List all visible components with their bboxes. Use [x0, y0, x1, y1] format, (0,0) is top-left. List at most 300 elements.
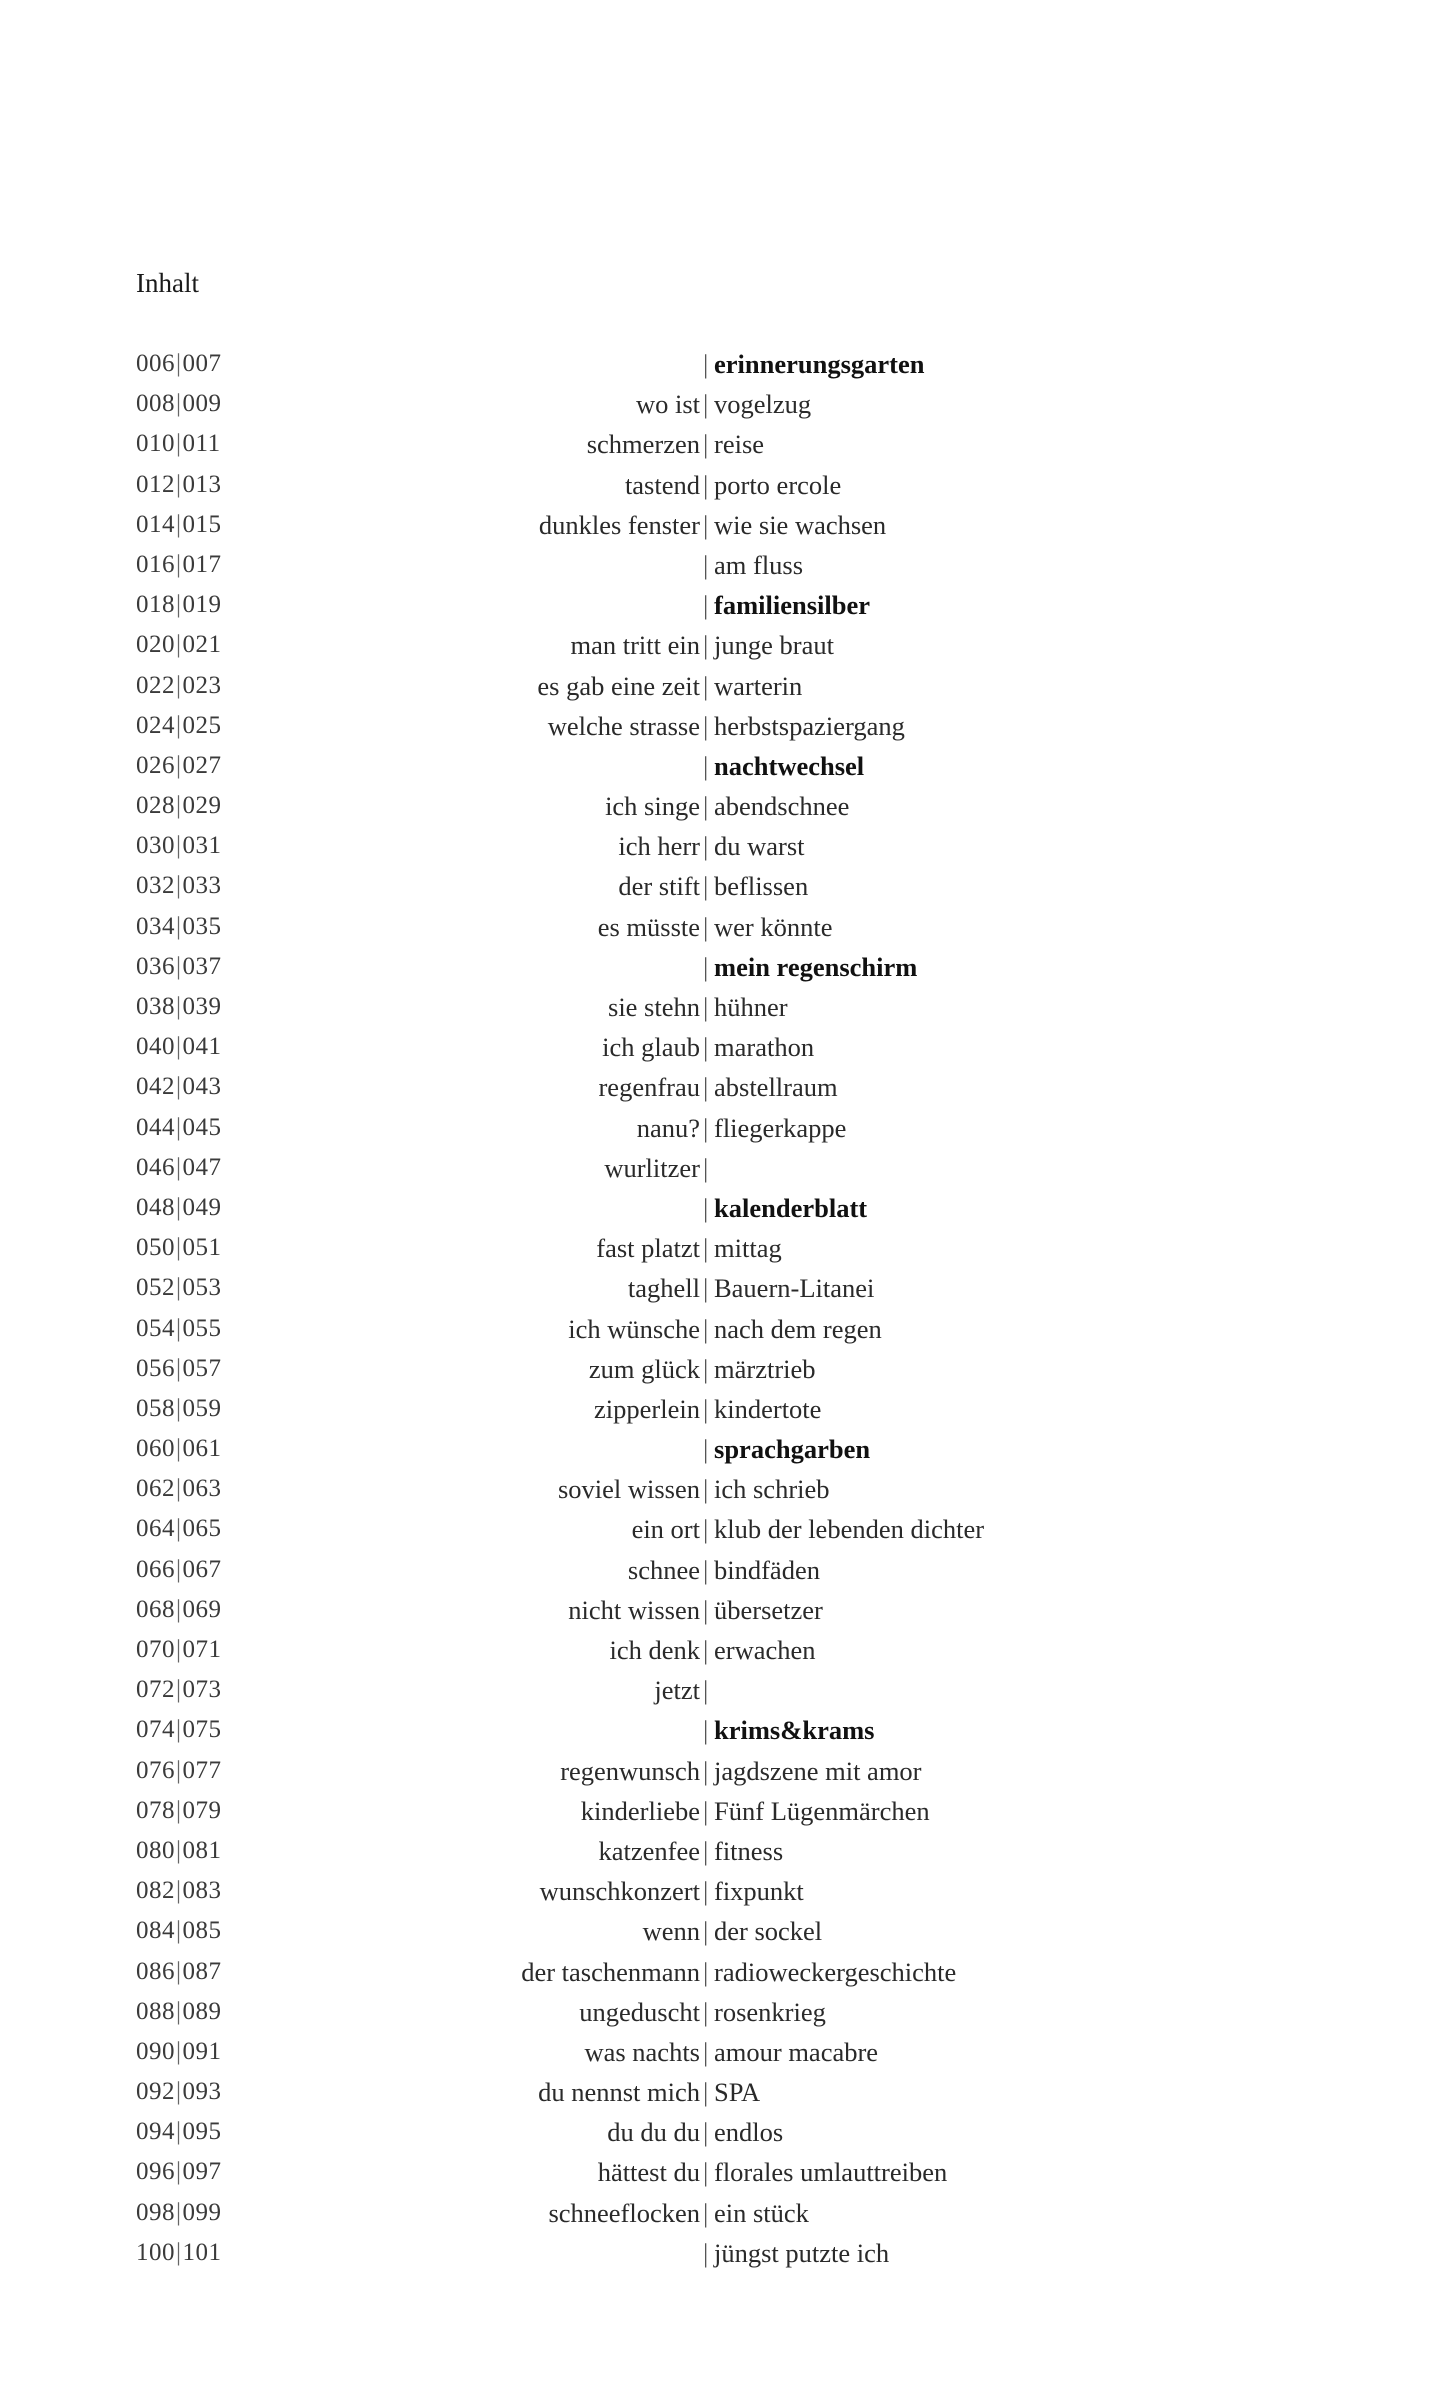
title-separator: |	[703, 1233, 709, 1264]
page-right: 007	[182, 350, 222, 377]
title-separator: |	[703, 1635, 709, 1665]
page-separator: |	[176, 1595, 182, 1623]
right-title: am fluss	[714, 549, 804, 580]
page-numbers	[136, 1067, 222, 1107]
title-separator: |	[703, 1514, 709, 1545]
page-numbers	[136, 1268, 222, 1308]
right-title: rosenkrieg	[714, 1996, 826, 2027]
page-numbers	[136, 786, 222, 826]
right-title: bindfäden	[714, 1554, 820, 1585]
toc-row	[0, 545, 1445, 585]
title-separator: |	[703, 1715, 709, 1746]
title-separator: |	[703, 1112, 709, 1143]
page-numbers	[136, 1148, 222, 1188]
title-separator: |	[703, 1795, 709, 1826]
toc-row	[0, 1469, 1445, 1509]
page-numbers	[136, 2072, 222, 2112]
page-right: 063	[182, 1475, 222, 1503]
toc-row	[0, 1710, 1445, 1750]
toc-row	[0, 1590, 1445, 1630]
page-separator: |	[176, 350, 182, 377]
page-right: 081	[182, 1836, 222, 1864]
page-numbers	[136, 1108, 222, 1148]
toc-row	[0, 666, 1445, 706]
page-numbers	[136, 907, 222, 947]
page-right: 023	[182, 671, 222, 699]
toc-row	[0, 1831, 1445, 1871]
page-right: 071	[182, 1636, 222, 1663]
page-right: 083	[182, 1877, 222, 1905]
title-separator: |	[703, 2237, 709, 2268]
page-left: 038	[136, 993, 175, 1020]
left-title: ich herr	[618, 831, 700, 862]
toc-row	[0, 2152, 1445, 2192]
page-right: 047	[182, 1153, 222, 1181]
left-title: wurlitzer	[604, 1152, 700, 1183]
left-title: schnee	[627, 1554, 700, 1585]
toc-row	[0, 706, 1445, 746]
page-left: 022	[136, 671, 175, 699]
right-title: übersetzer	[714, 1594, 823, 1625]
page-separator: |	[176, 872, 182, 900]
page-left: 050	[136, 1234, 175, 1262]
page-right: 043	[182, 1073, 222, 1101]
page-separator: |	[176, 390, 182, 418]
page-left: 058	[136, 1394, 175, 1422]
page-left: 052	[136, 1274, 175, 1302]
page-separator: |	[176, 1836, 182, 1864]
page-left: 066	[136, 1555, 175, 1583]
page-left: 012	[136, 470, 175, 498]
title-separator: |	[703, 2036, 709, 2067]
toc-row	[0, 1108, 1445, 1148]
page-left: 048	[136, 1193, 175, 1221]
toc-row	[0, 1992, 1445, 2032]
page-left: 090	[136, 2037, 175, 2065]
right-title: kindertote	[714, 1393, 822, 1424]
title-separator: |	[703, 509, 709, 540]
title-separator: |	[703, 1313, 709, 1344]
page-right: 021	[182, 631, 222, 659]
toc-row	[0, 786, 1445, 826]
right-title: du warst	[714, 831, 805, 862]
page-left: 036	[136, 952, 175, 980]
page-separator: |	[176, 1274, 182, 1302]
left-title: zipperlein	[594, 1393, 700, 1424]
page-numbers	[136, 1389, 222, 1429]
page-separator: |	[176, 1917, 182, 1945]
page-numbers	[136, 1710, 222, 1750]
page-right: 027	[182, 751, 222, 779]
title-separator: |	[703, 871, 709, 902]
page-left: 068	[136, 1595, 175, 1623]
left-title: soviel wissen	[557, 1474, 700, 1505]
right-title: fliegerkappe	[714, 1112, 847, 1143]
page-left: 088	[136, 1997, 175, 2025]
page-numbers	[136, 746, 222, 786]
right-title: märztrieb	[714, 1353, 816, 1384]
left-title: katzenfee	[598, 1835, 700, 1866]
title-separator: |	[703, 2157, 709, 2188]
toc-row	[0, 1268, 1445, 1308]
title-separator: |	[703, 1916, 709, 1947]
left-title: tastend	[624, 469, 700, 500]
toc-row	[0, 1027, 1445, 1067]
page-separator: |	[176, 2158, 182, 2186]
left-title: jetzt	[654, 1675, 700, 1706]
page-numbers	[136, 1590, 222, 1630]
right-title: endlos	[714, 2117, 784, 2148]
left-title: kinderliebe	[580, 1795, 700, 1826]
page-right: 095	[182, 2118, 222, 2146]
page-numbers	[136, 1831, 222, 1871]
left-title: ich denk	[609, 1635, 700, 1665]
toc-row	[0, 1871, 1445, 1911]
toc-row	[0, 1309, 1445, 1349]
toc-row	[0, 465, 1445, 505]
page-numbers	[136, 866, 222, 906]
toc-row	[0, 1429, 1445, 1469]
right-title: marathon	[714, 1032, 815, 1063]
page-separator: |	[176, 1033, 182, 1061]
page-left: 030	[136, 832, 175, 860]
title-separator: |	[703, 992, 709, 1022]
page-right: 035	[182, 912, 222, 940]
left-title: schmerzen	[586, 429, 700, 460]
title-separator: |	[703, 1876, 709, 1907]
toc-row	[0, 746, 1445, 786]
right-title: jagdszene mit amor	[714, 1755, 922, 1786]
page-right: 077	[182, 1756, 222, 1784]
left-title: es gab eine zeit	[537, 670, 700, 701]
page-left: 046	[136, 1153, 175, 1181]
page-separator: |	[176, 1113, 182, 1141]
page-left: 028	[136, 792, 175, 820]
title-separator: |	[703, 1996, 709, 2027]
page-right: 019	[182, 591, 222, 619]
page-left: 072	[136, 1676, 175, 1704]
page-numbers	[136, 1469, 222, 1509]
page-left: 020	[136, 631, 175, 659]
title-separator: |	[703, 1755, 709, 1786]
left-title: ich singe	[605, 791, 700, 822]
title-separator: |	[703, 791, 709, 822]
page-separator: |	[176, 792, 182, 820]
title-separator: |	[703, 1474, 709, 1505]
title-separator: |	[703, 2117, 709, 2148]
page-right: 057	[182, 1354, 222, 1382]
page-separator: |	[176, 1314, 182, 1342]
title-separator: |	[703, 1273, 709, 1304]
toc-row	[0, 1550, 1445, 1590]
page-left: 008	[136, 390, 175, 418]
page-numbers	[136, 666, 222, 706]
left-title: es müsste	[597, 911, 700, 942]
left-title: ein ort	[631, 1514, 700, 1545]
page-numbers	[136, 1309, 222, 1349]
page-separator: |	[176, 430, 182, 458]
left-title: wunschkonzert	[539, 1876, 700, 1907]
right-title: Fünf Lügenmärchen	[714, 1795, 930, 1826]
page-right: 013	[182, 470, 222, 498]
page-right: 075	[182, 1716, 222, 1744]
right-title: fitness	[714, 1835, 784, 1866]
page-numbers	[136, 1550, 222, 1590]
page-right: 099	[182, 2198, 222, 2226]
left-title: nicht wissen	[568, 1594, 700, 1625]
page-left: 042	[136, 1073, 175, 1101]
page-right: 091	[182, 2037, 222, 2065]
right-title: reise	[714, 429, 765, 460]
page-separator: |	[176, 1555, 182, 1583]
page-left: 054	[136, 1314, 175, 1342]
page-numbers	[136, 384, 222, 424]
title-separator: |	[703, 1675, 709, 1706]
page-right: 025	[182, 711, 222, 739]
page-right: 041	[182, 1033, 222, 1061]
left-title: der taschenmann	[521, 1956, 700, 1987]
right-title: herbstspaziergang	[714, 710, 905, 741]
page-numbers	[136, 1751, 222, 1791]
toc-row	[0, 907, 1445, 947]
page-numbers	[136, 1429, 222, 1469]
page-left: 094	[136, 2118, 175, 2146]
right-title: SPA	[714, 2077, 761, 2108]
page-right: 049	[182, 1193, 222, 1221]
title-separator: |	[703, 1434, 709, 1465]
page-numbers	[136, 344, 222, 384]
left-title: ungeduscht	[579, 1996, 700, 2027]
page-left: 006	[136, 350, 175, 377]
page-numbers	[136, 585, 222, 625]
toc-row	[0, 625, 1445, 665]
page-separator: |	[176, 1997, 182, 2025]
title-separator: |	[703, 549, 709, 580]
toc-row	[0, 585, 1445, 625]
page-right: 069	[182, 1595, 222, 1623]
right-title: junge braut	[714, 630, 834, 661]
page-left: 096	[136, 2158, 175, 2186]
page-left: 080	[136, 1836, 175, 1864]
right-title: hühner	[714, 992, 788, 1022]
toc-row	[0, 2072, 1445, 2112]
section-title: krims&krams	[714, 1715, 875, 1746]
page-right: 097	[182, 2158, 222, 2186]
left-title: ich wünsche	[568, 1313, 700, 1344]
toc-row	[0, 2233, 1445, 2273]
section-title: familiensilber	[714, 590, 871, 621]
page-separator: |	[176, 1636, 182, 1663]
page-separator: |	[176, 1756, 182, 1784]
page-separator: |	[176, 1475, 182, 1503]
toc-row	[0, 1791, 1445, 1831]
page-right: 101	[182, 2238, 222, 2266]
left-title: regenfrau	[598, 1072, 700, 1103]
right-title: erwachen	[714, 1635, 816, 1665]
page-left: 070	[136, 1636, 175, 1663]
toc-row	[0, 987, 1445, 1027]
toc-row	[0, 1509, 1445, 1549]
title-separator: |	[703, 911, 709, 942]
title-separator: |	[703, 1554, 709, 1585]
section-title: erinnerungsgarten	[714, 349, 925, 379]
toc-row	[0, 2032, 1445, 2072]
page-separator: |	[176, 993, 182, 1020]
page-right: 055	[182, 1314, 222, 1342]
title-separator: |	[703, 710, 709, 741]
toc-row	[0, 947, 1445, 987]
table-of-contents	[0, 344, 1445, 2273]
title-separator: |	[703, 1152, 709, 1183]
page-numbers	[136, 1911, 222, 1951]
page-left: 060	[136, 1435, 175, 1463]
page-right: 015	[182, 510, 222, 538]
title-separator: |	[703, 1594, 709, 1625]
toc-row	[0, 1670, 1445, 1710]
page-right: 051	[182, 1234, 222, 1262]
page-numbers	[136, 424, 221, 464]
page-right: 009	[182, 390, 222, 418]
right-title: jüngst putzte ich	[714, 2237, 890, 2268]
page-separator: |	[176, 510, 182, 538]
page-numbers	[136, 1228, 222, 1268]
toc-row	[0, 505, 1445, 545]
toc-row	[0, 866, 1445, 906]
section-title: sprachgarben	[714, 1434, 871, 1465]
page-separator: |	[176, 2238, 182, 2266]
title-separator: |	[703, 670, 709, 701]
page-separator: |	[176, 2198, 182, 2226]
page-right: 011	[182, 430, 221, 458]
page-left: 078	[136, 1796, 175, 1824]
page-numbers	[136, 1992, 222, 2032]
page-right: 053	[182, 1274, 222, 1302]
page-separator: |	[176, 1073, 182, 1101]
page-numbers	[136, 1791, 222, 1831]
page-left: 032	[136, 872, 175, 900]
page-numbers	[136, 2152, 222, 2192]
page-separator: |	[176, 550, 182, 578]
page-right: 087	[182, 1957, 222, 1985]
right-title: der sockel	[714, 1916, 823, 1947]
toc-row	[0, 384, 1445, 424]
page-separator: |	[176, 1515, 182, 1543]
title-separator: |	[703, 2197, 709, 2228]
left-title: nanu?	[636, 1112, 700, 1143]
page-numbers	[136, 1188, 222, 1228]
page-right: 029	[182, 792, 222, 820]
page-title: Inhalt	[136, 268, 199, 298]
left-title: wo ist	[635, 389, 700, 420]
left-title: schneeflocken	[548, 2197, 700, 2228]
page-separator: |	[176, 1394, 182, 1422]
left-title: man tritt ein	[570, 630, 700, 661]
page-right: 067	[182, 1555, 222, 1583]
title-separator: |	[703, 1032, 709, 1063]
page-numbers	[136, 465, 222, 505]
page-left: 056	[136, 1354, 175, 1382]
page-left: 064	[136, 1515, 175, 1543]
right-title: abendschnee	[714, 791, 850, 822]
page-left: 092	[136, 2078, 175, 2106]
title-separator: |	[703, 429, 709, 460]
toc-row	[0, 2112, 1445, 2152]
title-separator: |	[703, 389, 709, 420]
page-separator: |	[176, 2078, 182, 2106]
page-separator: |	[176, 1153, 182, 1181]
page-numbers	[136, 2112, 222, 2152]
left-title: fast platzt	[596, 1233, 700, 1264]
left-title: sie stehn	[608, 992, 700, 1022]
page-right: 059	[182, 1394, 222, 1422]
page-left: 026	[136, 751, 175, 779]
page-numbers	[136, 2193, 222, 2233]
toc-row	[0, 2193, 1445, 2233]
title-separator: |	[703, 1956, 709, 1987]
title-separator: |	[703, 750, 709, 781]
page-separator: |	[176, 832, 182, 860]
page-numbers	[136, 1027, 222, 1067]
right-title: klub der lebenden dichter	[714, 1514, 985, 1545]
page-right: 079	[182, 1796, 222, 1824]
page-numbers	[136, 505, 222, 545]
toc-row	[0, 424, 1445, 464]
page-numbers	[136, 826, 222, 866]
page-left: 086	[136, 1957, 175, 1985]
page-left: 062	[136, 1475, 175, 1503]
page-right: 031	[182, 832, 222, 860]
page-right: 039	[182, 993, 222, 1020]
title-separator: |	[703, 590, 709, 621]
right-title: ich schrieb	[714, 1474, 830, 1505]
left-title: der stift	[618, 871, 700, 902]
page-numbers	[136, 545, 222, 585]
left-title: welche strasse	[547, 710, 700, 741]
page-left: 084	[136, 1917, 175, 1945]
section-title: mein regenschirm	[714, 951, 918, 982]
page-separator: |	[176, 711, 182, 739]
page-numbers	[136, 947, 222, 987]
page-right: 037	[182, 952, 222, 980]
page-numbers	[136, 1871, 222, 1911]
page-separator: |	[176, 1796, 182, 1824]
title-separator: |	[703, 1353, 709, 1384]
toc-row	[0, 1751, 1445, 1791]
page-left: 074	[136, 1716, 175, 1744]
toc-row	[0, 1630, 1445, 1670]
page-right: 045	[182, 1113, 222, 1141]
page-numbers	[136, 1630, 222, 1670]
page-separator: |	[176, 1877, 182, 1905]
page-separator: |	[176, 2037, 182, 2065]
page-right: 089	[182, 1997, 222, 2025]
page-numbers	[136, 625, 222, 665]
page-left: 100	[136, 2238, 175, 2266]
right-title: amour macabre	[714, 2036, 879, 2067]
page-left: 044	[136, 1113, 175, 1141]
right-title: florales umlauttreiben	[714, 2157, 948, 2188]
page-right: 033	[182, 872, 222, 900]
title-separator: |	[703, 951, 709, 982]
right-title: wie sie wachsen	[714, 509, 887, 540]
left-title: wenn	[642, 1916, 700, 1947]
section-title: nachtwechsel	[714, 750, 865, 781]
page-separator: |	[176, 2118, 182, 2146]
page-separator: |	[176, 1193, 182, 1221]
right-title: fixpunkt	[714, 1876, 804, 1907]
right-title: wer könnte	[714, 911, 833, 942]
page-separator: |	[176, 1716, 182, 1744]
